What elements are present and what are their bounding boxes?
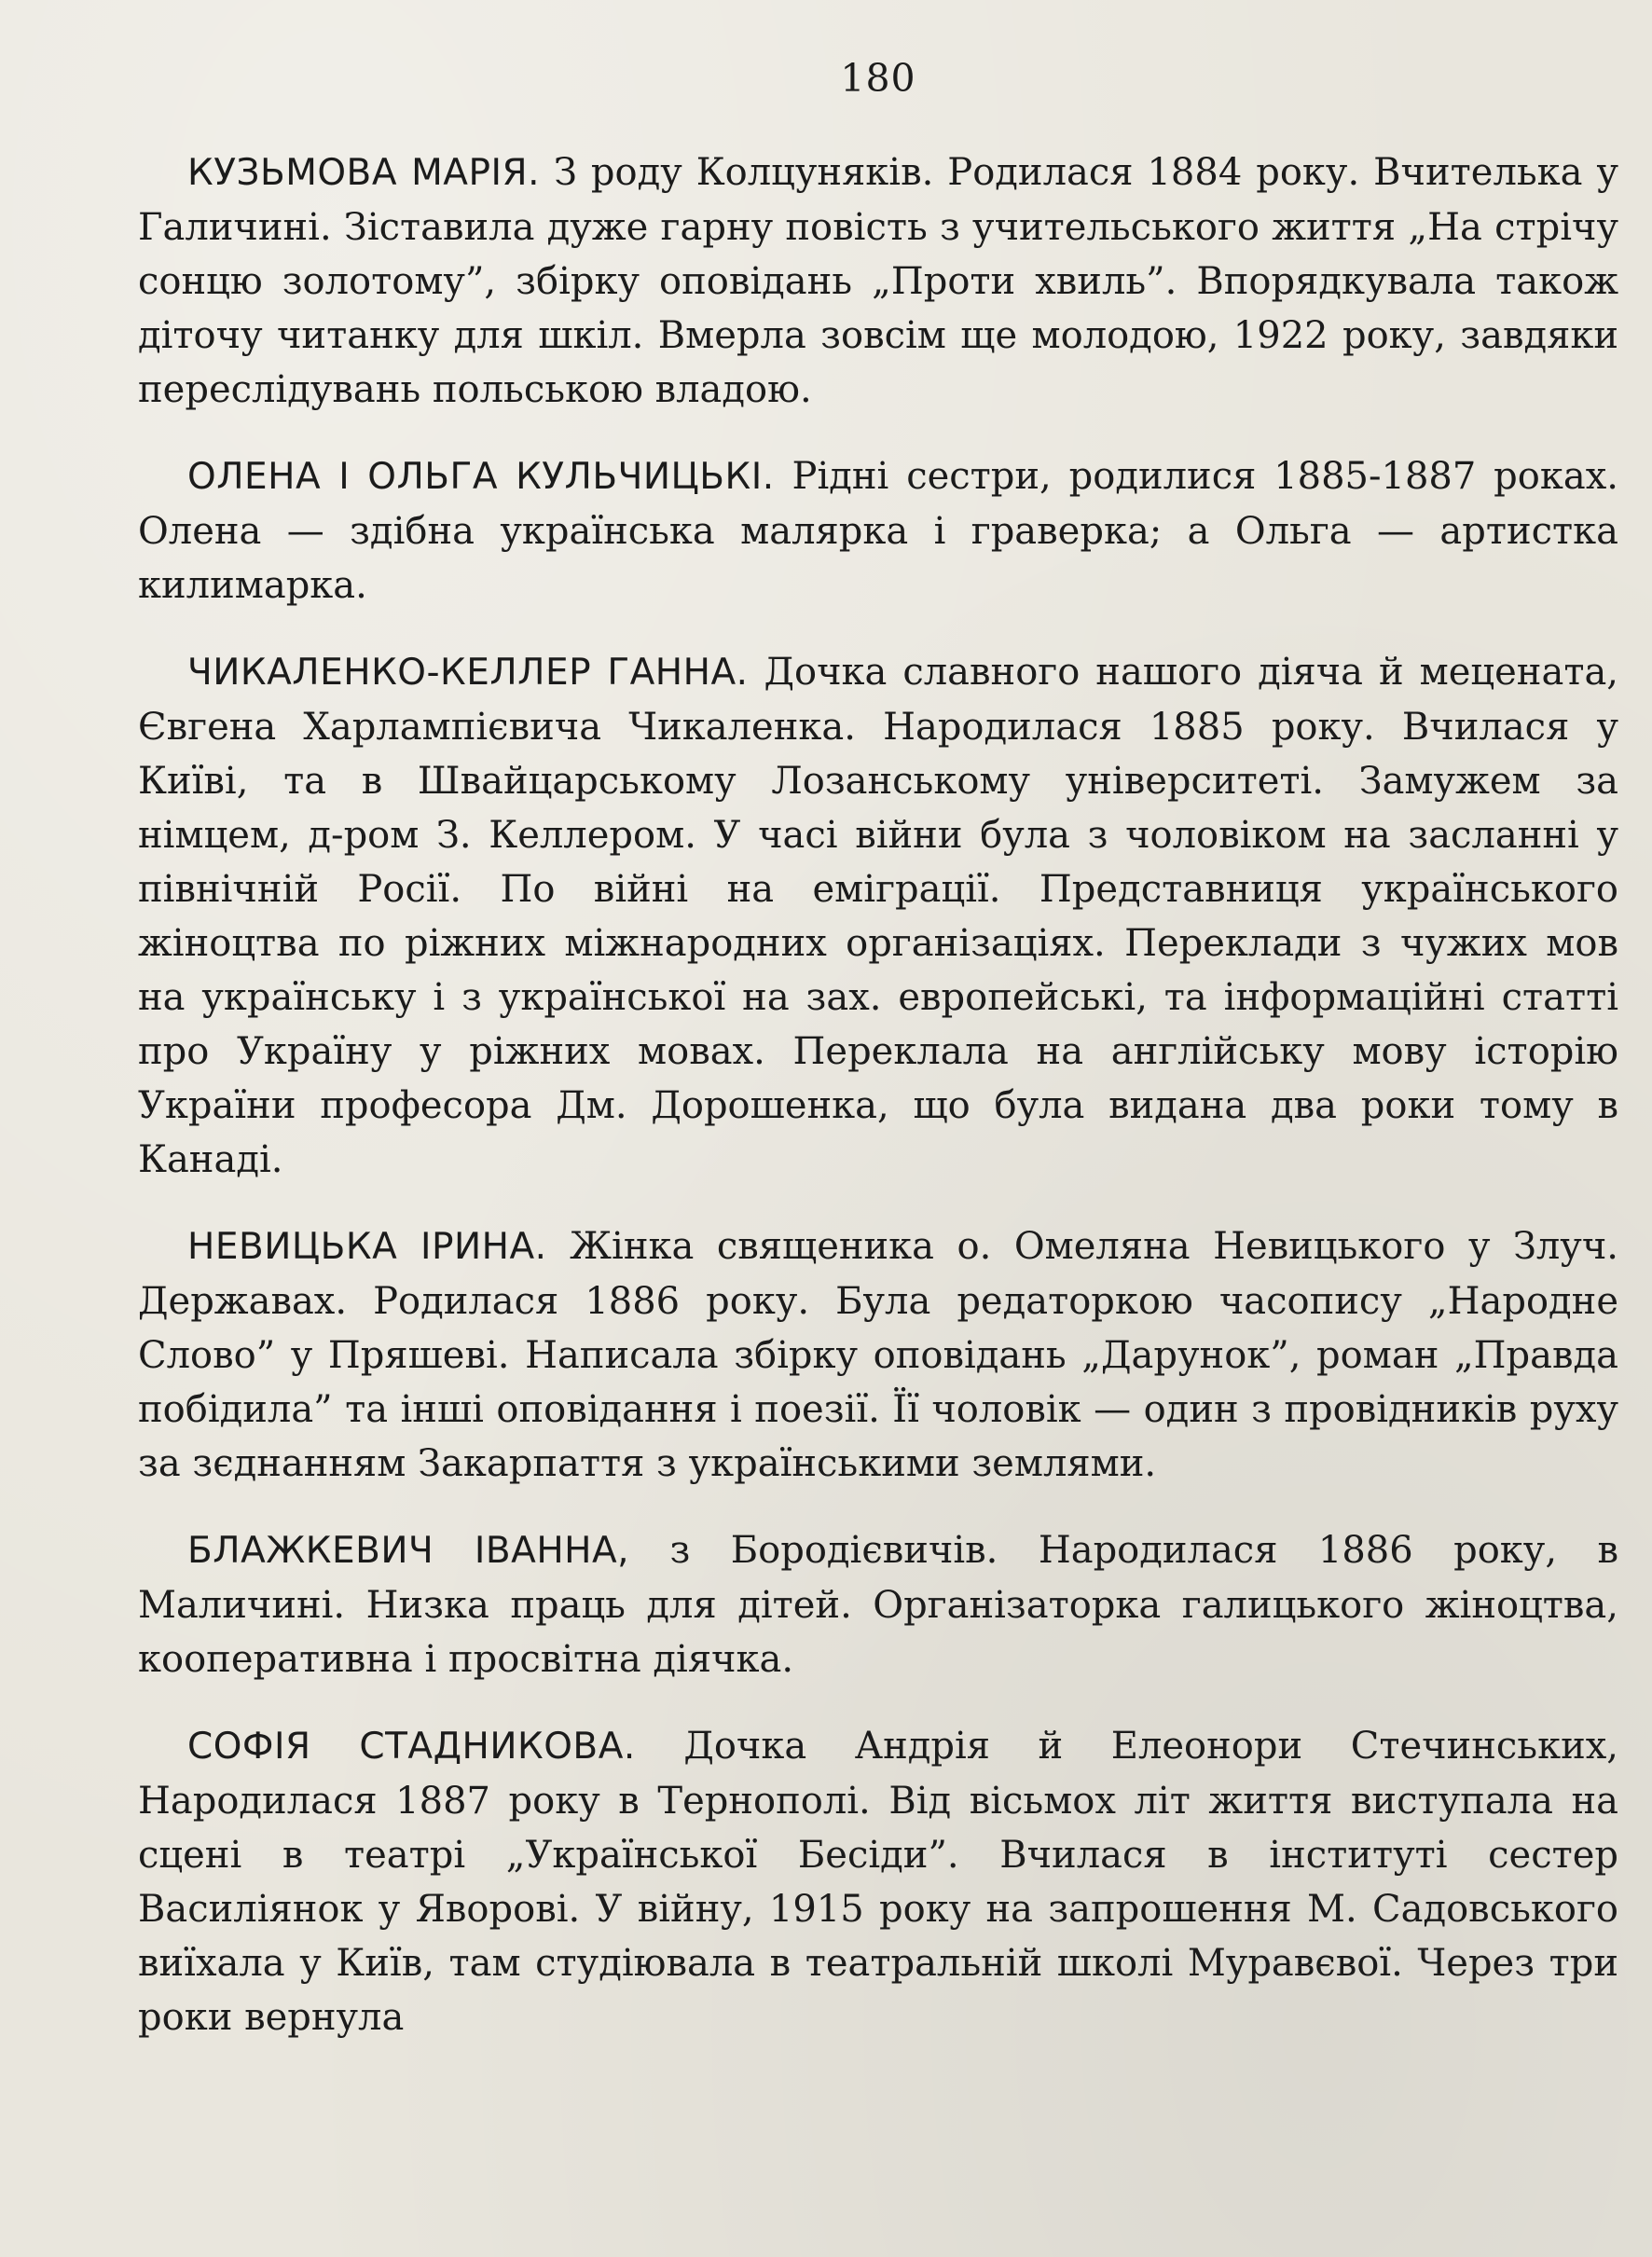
- entry-name: НЕВИЦЬКА ІРИНА.: [187, 1226, 547, 1268]
- entry-kulchytski: [138, 449, 1618, 612]
- entry-blazhkevych: [138, 1523, 1618, 1686]
- entry-text: Рідні сестри, родилися 1885-1887 роках. Олена — здібна українська малярка і граверка; а Ольга — артистка килимарка.: [138, 455, 1618, 607]
- entry-text: Жінка священика о. Омеляна Невицького у Злуч. Державах. Родилася 1886 року. Була редаторкою часопису „Народне Слово” у Пряшеві. Написала збірку оповідань „Дарунок”, роман „Правда побідила” та інші оповідання і поезії. Її чоловік — один з провідників руху за зєднанням Закарпаття з українськими землями.: [138, 1225, 1619, 1485]
- entry-name: СОФІЯ СТАДНИКОВА.: [187, 1726, 636, 1768]
- entry-kuzmova: [138, 145, 1618, 417]
- entry-text: З роду Колцуняків. Родилася 1884 року. Вчителька у Галичині. Зіставила дуже гарну повість з учительського життя „На стрічу сонцю золотому”, збірку оповідань „Проти хвиль”. Впорядкувала також діточу читанку для шкіл. Вмерла зовсім ще молодою, 1922 року, завдяки переслідувань польською владою.: [138, 151, 1619, 411]
- entry-nevytska: [138, 1219, 1618, 1491]
- book-page: [138, 56, 1618, 2077]
- entry-name: ЧИКАЛЕНКО-КЕЛЛЕР ГАННА.: [187, 652, 749, 694]
- entry-name: ОЛЕНА І ОЛЬГА КУЛЬЧИЦЬКІ.: [187, 456, 775, 498]
- page-number: 180: [840, 56, 916, 101]
- entry-text: Дочка Андрія й Елеонори Стечинських, Народилася 1887 року в Тернополі. Від вісьмох літ життя виступала на сцені в театрі „Української Бесіди”. Вчилася в інституті сестер Василіянок у Яворові. У війну, 1915 року на запрошення М. Садовського виїхала у Київ, там студіювала в театральній школі Муравєвої. Через три роки вернула: [138, 1725, 1618, 2039]
- entry-chykalenko-keller: [138, 645, 1618, 1187]
- entry-stadnykova: [138, 1719, 1618, 2044]
- entry-name: КУЗЬМОВА МАРІЯ.: [187, 152, 540, 194]
- entry-text: Дочка славного нашого діяча й мецената, Євгена Харлампієвича Чикаленка. Народилася 1885 року. Вчилася у Київі, та в Швайцарському Лозанському університеті. Замужем за німцем, д-ром З. Келлером. У часі війни була з чоловіком на засланні у північній Росії. По війні на еміграції. Представниця українського жіноцтва по ріжних міжнародних організаціях. Переклади з чужих мов на українську і з української на зах. европейські, та інформаційні статті про Україну у ріжних мовах. Переклала на англійську мову історію України професора Дм. Дорошенка, що була видана два роки тому в Канаді.: [138, 651, 1619, 1181]
- entry-text: з Бородієвичів. Народилася 1886 року, в Маличині. Низка праць для дітей. Організаторка галицького жіноцтва, кооперативна і просвітна діячка.: [138, 1529, 1619, 1681]
- entry-name: БЛАЖКЕВИЧ ІВАННА,: [187, 1530, 630, 1572]
